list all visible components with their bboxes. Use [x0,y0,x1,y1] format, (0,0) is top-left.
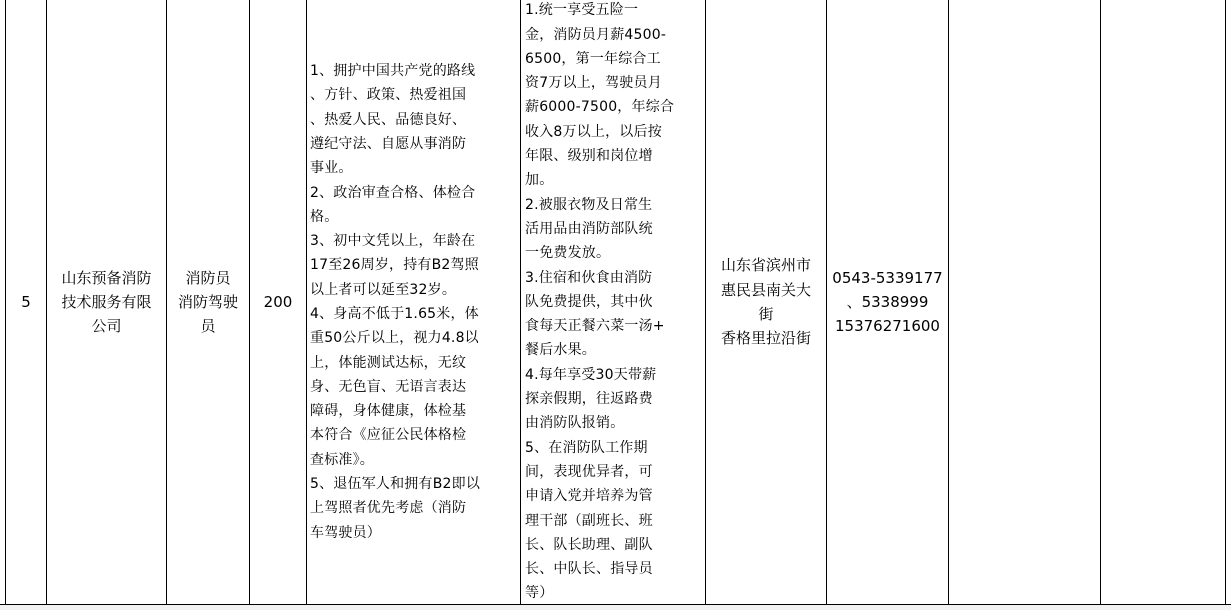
count-cell [250,0,306,604]
address-text: 山东省滨州市 惠民县南关大 街 香格里拉沿街 [720,256,811,348]
requirements-cell [307,0,520,604]
company-name: 山东预备消防 技术服务有限 公司 [61,268,152,336]
benefits-text: 1.统一享受五险一 金，消防员月薪4500- 6500，第一年综合工 资7万以上，驾驶员月 薪6000-7500，年综合 收入8万以上，以后按 年限、级别和岗位增 加。 2.被服衣物及日常生 活用品由消防部队统 一免费发放。 3.住宿和伙食由消防 队免费提供，其中伙 食每天正餐六菜一汤+ 餐后水果。 4.每年享受30天带薪 探亲假期，往返路费 由消防队报销。 5、在消防队工作期 间，表现优异者，可 申请入党并培养为管 理干部（副班长、班 长、队长助理、副队 长、中队长、指导员 等） [525,2,675,602]
phone-cell [827,0,948,604]
row-index: 5 [21,292,31,311]
next-row-strip [0,605,1231,610]
position-name: 消防员 消防驾驶 员 [177,268,238,336]
address-cell [706,0,826,604]
phone-text: 0543-5339177 、5338999 15376271600 [832,268,943,336]
company-cell [47,0,166,604]
position-cell [167,0,249,604]
column-divider [1225,0,1226,610]
recruit-count: 200 [263,292,293,311]
index-cell [6,0,46,604]
benefits-cell [521,0,705,604]
requirements-text: 1、拥护中国共产党的路线 、方针、政策、热爱祖国 、热爱人民、品德良好、 遵纪守法、自愿从事消防 事业。 2、政治审查合格、体检合 格。 3、初中文凭以上，年龄在 17至26周岁，持有B2驾照 以上者可以延至32岁。 4、身高不低于1.65米，体 重50公斤以上，视力4.8以 上，体能测试达标，无纹 身、无色盲、无语言表达 障碍，身体健康，体检基 本符合《应征公民体格检 查标准》。 5、退伍军人和拥有B2即以 上驾照者优先考虑（消防 车驾驶员） [310,63,481,541]
empty-cell [1101,0,1225,604]
empty-cell [949,0,1100,604]
